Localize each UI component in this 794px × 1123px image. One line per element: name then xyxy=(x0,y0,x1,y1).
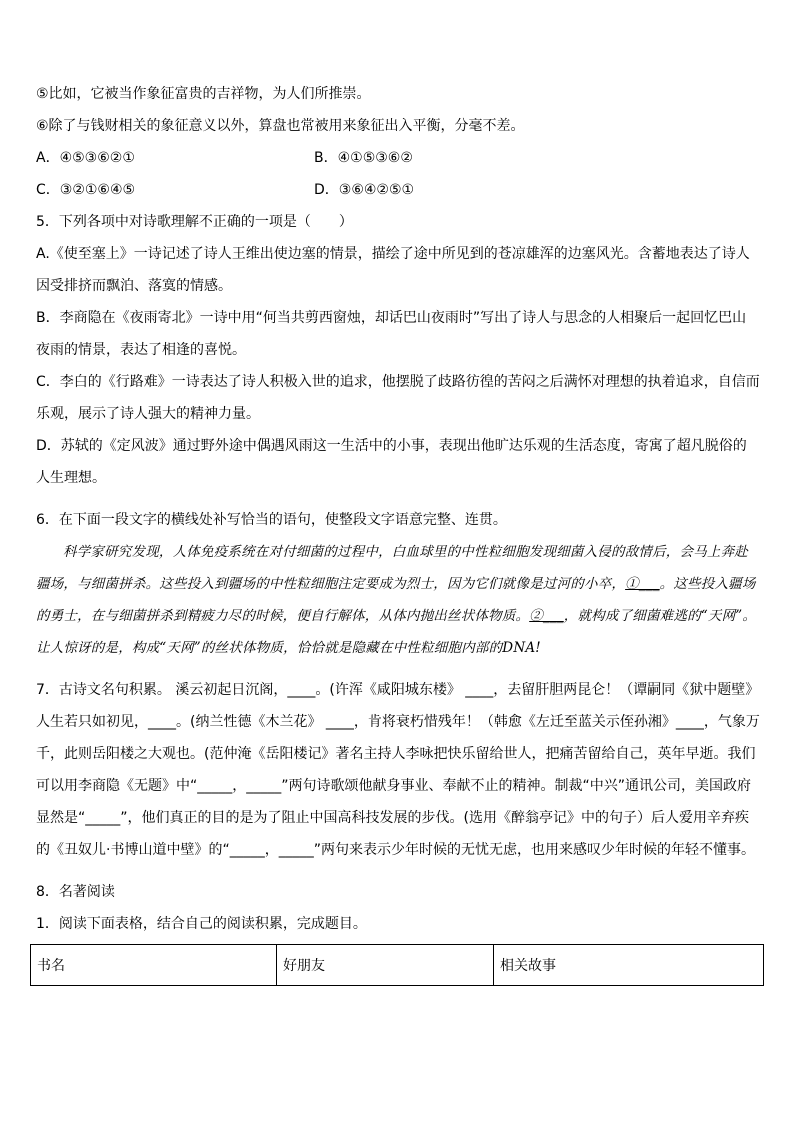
q4-option-a[interactable]: A．④⑤③⑥②① xyxy=(36,150,135,166)
q6-blank-1[interactable]: ①___ xyxy=(625,576,660,592)
exam-page xyxy=(36,78,760,986)
q4-options-row-2 xyxy=(36,174,760,206)
q4-option-d[interactable]: D．③⑥④②⑤① xyxy=(314,182,415,198)
q6-passage-part-1: 科学家研究发现，人体免疫系统在对付细菌的过程中，白血球里的中性粒细胞发现细菌入侵的敌情后，会马上奔赴疆场，与细菌拼杀。这些投入到疆场的中性粒细胞注定要成为烈士，因为它们就像是过河的小卒， xyxy=(36,544,748,592)
q8-title: 8．名著阅读 xyxy=(36,884,115,900)
q4-options-row-1 xyxy=(36,142,760,174)
table-header-book: 书名 xyxy=(31,945,277,986)
q5-option-a[interactable]: A.《使至塞上》一诗记述了诗人王维出使边塞的情景，描绘了途中所见到的苍凉雄浑的边塞风光。含蓄地表达了诗人因受排挤而飘泊、落寞的情感。 xyxy=(36,246,750,294)
q5-option-c[interactable]: C．李白的《行路难》一诗表达了诗人积极入世的追求，他摆脱了歧路彷徨的苦闷之后满怀对理想的执着追求，自信而乐观，展示了诗人强大的精神力量。 xyxy=(36,374,760,422)
table-header-friend: 好朋友 xyxy=(277,945,494,986)
q6-stem: 6．在下面一段文字的横线处补写恰当的语句，使整段文字语意完整、连贯。 xyxy=(36,512,507,528)
q6-passage-part-3: ，就构成了细菌难逃的“天网”。让人惊讶的是，构成“天网”的丝状体物质，恰恰就是隐藏在中性粒细胞内部的DNA! xyxy=(36,608,757,656)
q7-text: 7．古诗文名句积累。 溪云初起日沉阁，____。(许浑《咸阳城东楼》 ____，去留肝胆两昆仑！（谭嗣同《狱中题壁》人生若只如初见，____。(纳兰性德《木兰花》 ____，肯将衰朽惜残年！（韩愈《左迁至蓝关示侄孙湘》____，气象万千，此则岳阳楼之大观也。(范仲淹《岳阳楼记》著名主持人李咏把快乐留给世人，把痛苦留给自己，英年早逝。我们可以用李商隐《无题》中“_____，_____”两句诗歌颂他献身事业、奉献不止的精神。制裁“中兴”通讯公司，美国政府显然是“_____”，他们真正的目的是为了阻止中国高科技发展的步伐。(选用《醉翁亭记》中的句子）后人爱用辛弃疾的《丑奴儿·书博山道中壁》的“_____，_____”两句来表示少年时候的无忧无虑，也用来感叹少年时候的年轻不懂事。 xyxy=(36,682,760,858)
table-header-story: 相关故事 xyxy=(494,945,764,986)
spacer xyxy=(36,866,760,876)
q8-subquestion-1: 1．阅读下面表格，结合自己的阅读积累，完成题目。 xyxy=(36,916,367,932)
q6-passage xyxy=(36,536,760,664)
q4-item-6: ⑥除了与钱财相关的象征意义以外，算盘也常被用来象征出入平衡，分毫不差。 xyxy=(36,118,525,134)
q5-stem: 5．下列各项中对诗歌理解不正确的一项是（ ） xyxy=(36,214,353,230)
spacer xyxy=(36,664,760,674)
q5-option-b[interactable]: B．李商隐在《夜雨寄北》一诗中用“何当共剪西窗烛，却话巴山夜雨时”写出了诗人与思念的人相聚后一起回忆巴山夜雨的情景，表达了相逢的喜悦。 xyxy=(36,310,747,358)
reading-table xyxy=(30,944,764,986)
q4-item-5: ⑤比如，它被当作象征富贵的吉祥物，为人们所推崇。 xyxy=(36,86,371,102)
q5-option-d[interactable]: D．苏轼的《定风波》通过野外途中偶遇风雨这一生活中的小事，表现出他旷达乐观的生活态度，寄寓了超凡脱俗的人生理想。 xyxy=(36,438,747,486)
table-header-row xyxy=(31,945,764,986)
q4-option-c[interactable]: C．③②①⑥④⑤ xyxy=(36,182,136,198)
spacer xyxy=(36,494,760,504)
q4-option-b[interactable]: B．④①⑤③⑥② xyxy=(314,150,413,166)
q6-passage-part-2: 。这些投入疆场的勇士，在与细菌拼杀到精疲力尽的时候，便自行解体，从体内抛出丝状体物质。 xyxy=(36,576,756,624)
q6-blank-2[interactable]: ②___ xyxy=(529,608,564,624)
